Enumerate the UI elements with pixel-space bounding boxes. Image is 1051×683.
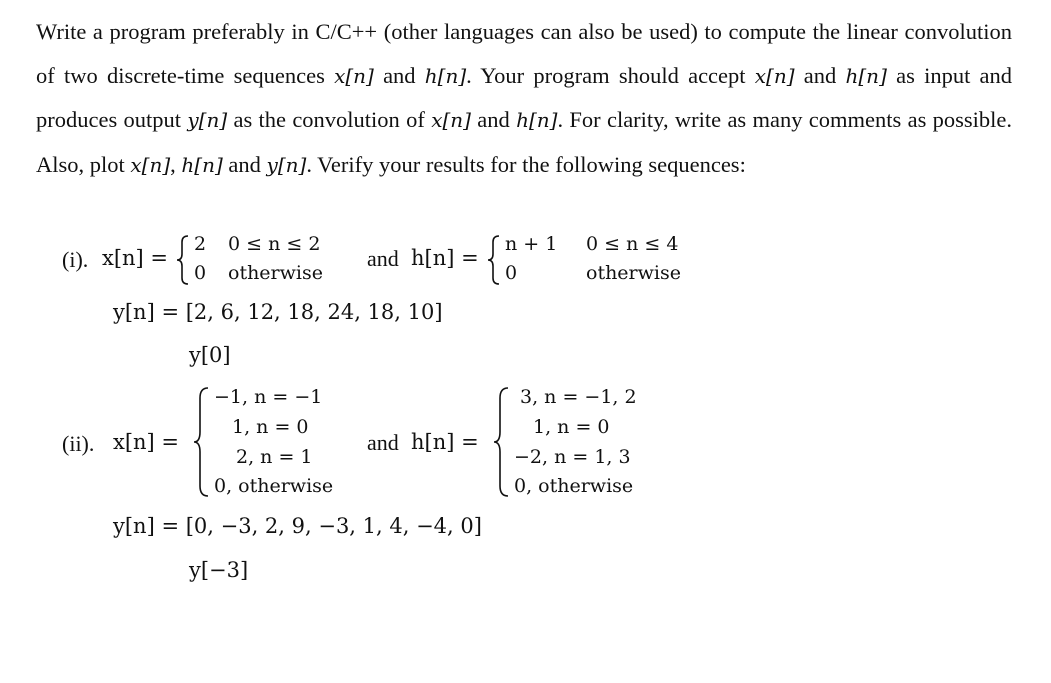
- case-2-y-result: y[n] = [0, −3, 2, 9, −3, 1, 4, −4, 0]: [113, 514, 482, 538]
- math-hn: h[n]: [181, 152, 223, 177]
- case-2-y-start: y[−3]: [189, 558, 249, 582]
- case-1-h-val: n + 1: [505, 233, 558, 255]
- math-hn: h[n]: [516, 108, 558, 133]
- math-xn: x[n]: [754, 63, 795, 88]
- intro-text-3: as input and produces output: [36, 62, 1013, 133]
- comma: ,: [170, 151, 176, 177]
- case-1-y-start: y[0]: [189, 343, 231, 367]
- intro-text-1: Write a program preferably in C/C++ (other languages can also be used) to compute the linear convolution of two discrete-time sequences: [36, 19, 1012, 88]
- math-xn: x[n]: [431, 108, 471, 133]
- and-word: and: [477, 107, 510, 133]
- left-brace-icon: [176, 234, 192, 286]
- intro-text-2: . Your program should accept: [466, 62, 755, 88]
- case-2-h-row: 3, n = −1, 2: [520, 386, 637, 408]
- case-1-and: and: [367, 246, 399, 271]
- left-brace-icon: [192, 386, 212, 498]
- case-2-h-row: 1, n = 0: [533, 416, 610, 438]
- case-2-x-row: 0, otherwise: [214, 475, 334, 497]
- case-1-h-else: otherwise: [586, 262, 681, 284]
- intro-text-5: . For clarity, write as many comments as possible. Also, plot: [36, 107, 1013, 177]
- case-2-x-row: 2, n = 1: [236, 446, 313, 468]
- math-xn: x[n]: [130, 152, 171, 177]
- case-1-x-lhs: x[n] =: [102, 246, 169, 270]
- case-1-x-else-val: 0: [194, 262, 207, 284]
- case-2-and: and: [367, 430, 399, 455]
- and-word: and: [228, 151, 261, 177]
- case-1-label: (i).: [62, 247, 89, 272]
- intro-text-6: . Verify your results for the following sequences:: [306, 151, 746, 177]
- case-2-label: (ii).: [62, 431, 95, 456]
- case-1-h-cond: 0 ≤ n ≤ 4: [586, 233, 679, 255]
- math-xn: x[n]: [334, 63, 374, 88]
- case-1-y-result: y[n] = [2, 6, 12, 18, 24, 18, 10]: [113, 300, 443, 324]
- case-2-h-row: −2, n = 1, 3: [514, 446, 631, 468]
- math-yn: y[n]: [266, 152, 307, 177]
- case-1-x-cond: 0 ≤ n ≤ 2: [228, 233, 321, 255]
- and-word: and: [383, 62, 416, 88]
- case-1-h-lhs: h[n] =: [411, 246, 479, 270]
- case-2-h-row: 0, otherwise: [514, 475, 634, 497]
- case-1-x-val: 2: [194, 233, 207, 255]
- left-brace-icon: [492, 386, 512, 498]
- case-2-x-lhs: x[n] =: [113, 430, 180, 454]
- and-word: and: [803, 62, 837, 88]
- math-hn: h[n]: [845, 63, 887, 88]
- left-brace-icon: [487, 234, 503, 286]
- case-2-x-row: −1, n = −1: [214, 386, 323, 408]
- math-hn: h[n]: [424, 63, 467, 88]
- problem-statement: [36, 10, 1012, 187]
- intro-text-4: as the convolution of: [227, 107, 432, 133]
- case-2-h-lhs: h[n] =: [411, 430, 479, 454]
- math-yn: y[n]: [187, 108, 228, 133]
- case-1-h-else-val: 0: [505, 262, 518, 284]
- case-2-x-row: 1, n = 0: [232, 416, 309, 438]
- case-1-x-else: otherwise: [228, 262, 323, 284]
